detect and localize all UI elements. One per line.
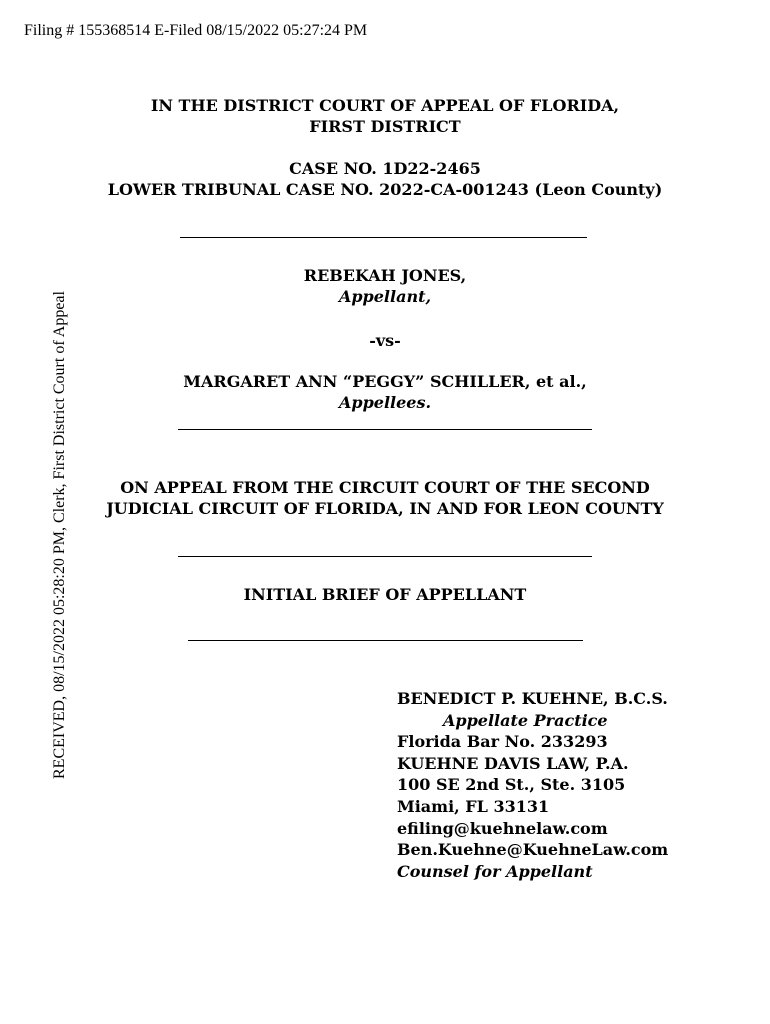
appellant-block: [60, 265, 710, 307]
appeal-from-block: [60, 477, 710, 519]
brief-title: [60, 584, 710, 605]
court-heading: [60, 95, 710, 137]
divider-rule: [178, 556, 592, 557]
counsel-block: [397, 688, 668, 882]
appeal-from-line-1: ON APPEAL FROM THE CIRCUIT COURT OF THE SECOND: [120, 478, 650, 497]
counsel-address-line-1: 100 SE 2nd St., Ste. 3105: [397, 775, 626, 795]
counsel-name: BENEDICT P. KUEHNE, B.C.S.: [397, 689, 668, 708]
counsel-practice: Appellate Practice: [443, 710, 608, 730]
appellees-name: MARGARET ANN “PEGGY” SCHILLER, et al.,: [183, 372, 587, 391]
appellant-name: REBEKAH JONES,: [303, 266, 467, 285]
appeal-from-line-2: JUDICIAL CIRCUIT OF FLORIDA, IN AND FOR LEON COUNTY: [106, 499, 664, 518]
counsel-bar-number: Florida Bar No. 233293: [397, 732, 608, 752]
received-stamp: RECEIVED, 08/15/2022 05:28:20 PM, Clerk, First District Court of Appeal: [51, 291, 68, 779]
appellees-role: Appellees.: [338, 393, 432, 412]
divider-rule: [178, 429, 592, 430]
appellant-role: Appellant,: [338, 287, 432, 306]
case-number: CASE NO. 1D22-2465: [289, 159, 481, 178]
divider-rule: [188, 640, 583, 641]
versus-label: [60, 330, 710, 351]
brief-title-text: INITIAL BRIEF OF APPELLANT: [243, 585, 527, 604]
divider-rule: [180, 237, 587, 238]
court-line-1: IN THE DISTRICT COURT OF APPEAL OF FLORIDA,: [150, 96, 620, 115]
court-line-2: FIRST DISTRICT: [309, 117, 461, 136]
counsel-firm: KUEHNE DAVIS LAW, P.A.: [397, 753, 629, 773]
case-numbers: [60, 158, 710, 200]
counsel-address-line-2: Miami, FL 33131: [397, 796, 550, 816]
filing-header: Filing # 155368514 E-Filed 08/15/2022 05:27:24 PM: [24, 22, 368, 39]
counsel-email-1: efiling@kuehnelaw.com: [397, 818, 608, 838]
lower-tribunal-case-number: LOWER TRIBUNAL CASE NO. 2022-CA-001243 (Leon County): [107, 180, 663, 199]
versus-text: -vs-: [369, 331, 401, 350]
counsel-role: Counsel for Appellant: [397, 861, 593, 881]
counsel-email-2: Ben.Kuehne@KuehneLaw.com: [397, 840, 669, 860]
appellees-block: [60, 371, 710, 413]
